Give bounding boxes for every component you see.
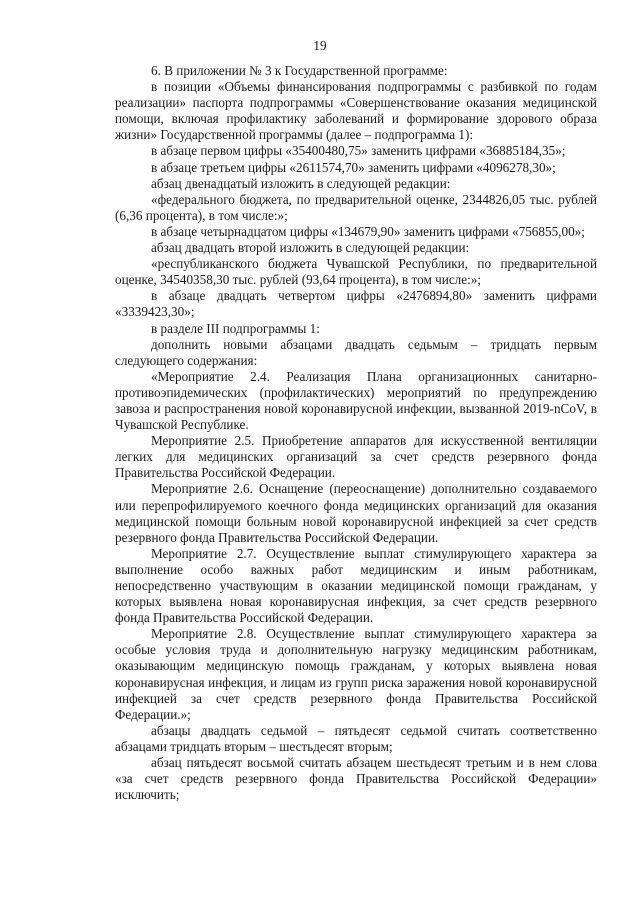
- paragraph-twelfth-clause: абзац двенадцатый изложить в следующей редакции:: [151, 175, 451, 191]
- paragraph-federal-budget: «федерального бюджета, по предварительной оценке, 2344826,05 тыс. рублей (6,36 процента), в том числе:»;: [115, 191, 597, 223]
- paragraph-twenty-second-clause: абзац двадцать второй изложить в следующей редакции:: [151, 240, 470, 256]
- paragraph-fourteenth-clause: в абзаце четырнадцатом цифры «134679,90» заменить цифрами «756855,00»;: [151, 223, 585, 239]
- paragraph-third-clause: в абзаце третьем цифры «2611574,70» заменить цифрами «4096278,30»;: [151, 159, 556, 175]
- document-body: [115, 63, 597, 803]
- paragraph-measure-2-6: Мероприятие 2.6. Оснащение (переоснащение) дополнительно создаваемого или перепрофилируемого коечного фонда медицинских организаций для оказания медицинской помощи больным новой коронавирусной инфекцией за счет средств резервного фонда Правительства Российской Федерации.: [115, 481, 597, 545]
- paragraph-amendment-6: 6. В приложении № 3 к Государственной программе:: [151, 63, 448, 78]
- page-number: 19: [313, 38, 327, 53]
- paragraph-fifty-eighth-clause: абзац пятьдесят восьмой считать абзацем шестьдесят третьим и в нем слова «за счет средств резервного фонда Правительства Российской Федерации» исключить;: [115, 755, 597, 803]
- paragraph-republic-budget: «республиканского бюджета Чувашской Республики, по предварительной оценке, 34540358,30 тыс. рублей (93,64 процента), в том числе:»;: [115, 256, 597, 288]
- paragraph-renumber-clauses: абзацы двадцать седьмой – пятьдесят седьмой считать соответственно абзацами тридцать вторым – шестьдесят вторым;: [115, 722, 597, 754]
- paragraph-financing-position: в позиции «Объемы финансирования подпрограммы с разбивкой по годам реализации» паспорта подпрограммы «Совершенствование оказания медицинской помощи, включая профилактику заболеваний и формирование здорового образа жизни» Государственной программы (далее – подпрограмма 1):: [115, 79, 597, 143]
- paragraph-measure-2-7: Мероприятие 2.7. Осуществление выплат стимулирующего характера за выполнение особо важных работ медицинским и иным работникам, непосредственно участвующим в оказании медицинской помощи гражданам, у которых выявлена новая коронавирусная инфекция, за счет средств резервного фонда Правительства Российской Федерации.: [115, 545, 597, 626]
- paragraph-section-iii: в разделе III подпрограммы 1:: [151, 320, 320, 336]
- paragraph-twenty-fourth-clause: в абзаце двадцать четвертом цифры «2476894,80» заменить цифрами «3339423,30»;: [115, 288, 597, 320]
- paragraph-measure-2-5: Мероприятие 2.5. Приобретение аппаратов для искусственной вентиляции легких для медицинских организаций за счет средств резервного фонда Правительства Российской Федерации.: [115, 433, 597, 481]
- paragraph-first-clause: в абзаце первом цифры «35400480,75» заменить цифрами «36885184,35»;: [151, 143, 566, 159]
- paragraph-add-new-clauses: дополнить новыми абзацами двадцать седьмым – тридцать первым следующего содержания:: [115, 336, 597, 368]
- paragraph-measure-2-4: «Мероприятие 2.4. Реализация Плана организационных санитарно-противоэпидемических (профилактических) мероприятий по предупреждению завоза и распространения новой коронавирусной инфекции, вызванной 2019-nCoV, в Чувашской Республике.: [115, 368, 597, 433]
- paragraph-measure-2-8: Мероприятие 2.8. Осуществление выплат стимулирующего характера за особые условия труда и дополнительную нагрузку медицинским работникам, оказывающим медицинскую помощь гражданам, у которых выявлена новая коронавирусная инфекция, и лицам из групп риска заражения новой коронавирусной инфекцией за счет средств резервного фонда Правительства Российской Федерации.»;: [115, 626, 597, 722]
